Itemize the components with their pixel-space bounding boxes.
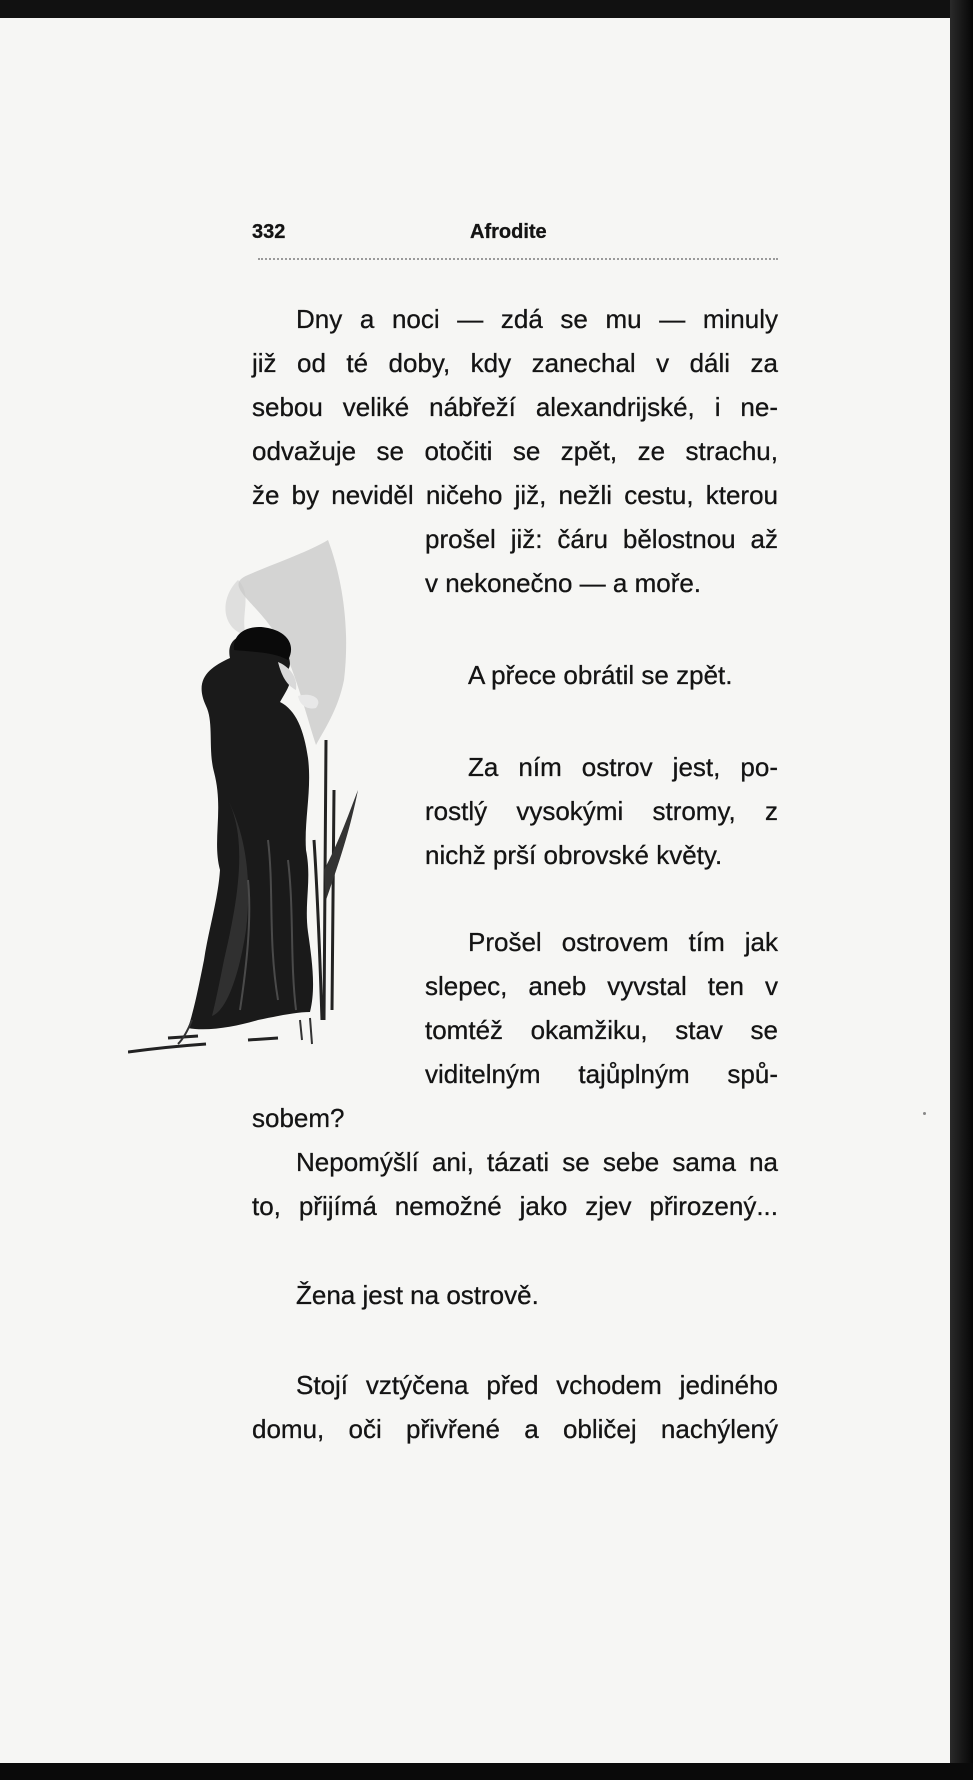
text-line: tomtéž okamžiku, stav se xyxy=(425,1015,778,1045)
text-line: A přece obrátil se zpět. xyxy=(468,660,733,690)
text-line: Žena jest na ostrově. xyxy=(296,1280,539,1310)
text-line: Prošel ostrovem tím jak xyxy=(468,927,778,957)
text-line: již od té doby, kdy zanechal v dáli za xyxy=(252,348,778,378)
woman-figure-illustration xyxy=(128,540,388,1080)
text-line: že by neviděl ničeho již, nežli cestu, kterou xyxy=(252,480,778,510)
running-title: Afrodite xyxy=(470,221,547,243)
text-line: v nekonečno — a moře. xyxy=(425,568,702,598)
text-line: sebou veliké nábřeží alexandrijské, i ne- xyxy=(252,392,778,422)
text-line: prošel již: čáru bělostnou až xyxy=(425,524,778,554)
text-line: Za ním ostrov jest, po- xyxy=(468,752,778,782)
text-line: viditelným tajůplným spů- xyxy=(425,1059,778,1089)
header-divider xyxy=(258,258,778,260)
scan-speck xyxy=(923,1112,926,1115)
text-line: sobem? xyxy=(252,1103,345,1133)
text-line: Nepomýšlí ani, tázati se sebe sama na xyxy=(296,1147,778,1177)
background-wash-2 xyxy=(226,580,246,635)
text-line: domu, oči přivřené a obličej nachýlený xyxy=(252,1414,778,1444)
text-line: rostlý vysokými stromy, z xyxy=(425,796,778,826)
figure-silhouette xyxy=(188,634,313,1029)
page-edge-shadow xyxy=(950,0,973,1780)
text-line: Stojí vztýčena před vchodem jediného xyxy=(296,1370,778,1400)
text-line: slepec, aneb vyvstal ten v xyxy=(425,971,778,1001)
reed-leaves xyxy=(324,790,358,900)
page-number: 332 xyxy=(252,221,286,243)
text-line: odvažuje se otočiti se zpět, ze strachu, xyxy=(252,436,778,466)
text-line: Dny a noci — zdá se mu — minuly xyxy=(296,304,778,334)
ground-line xyxy=(128,1036,278,1052)
text-line: to, přijímá nemožné jako zjev přirozený... xyxy=(252,1191,778,1221)
page-bottom-edge xyxy=(0,1763,973,1780)
text-line: nichž prší obrovské květy. xyxy=(425,840,723,870)
